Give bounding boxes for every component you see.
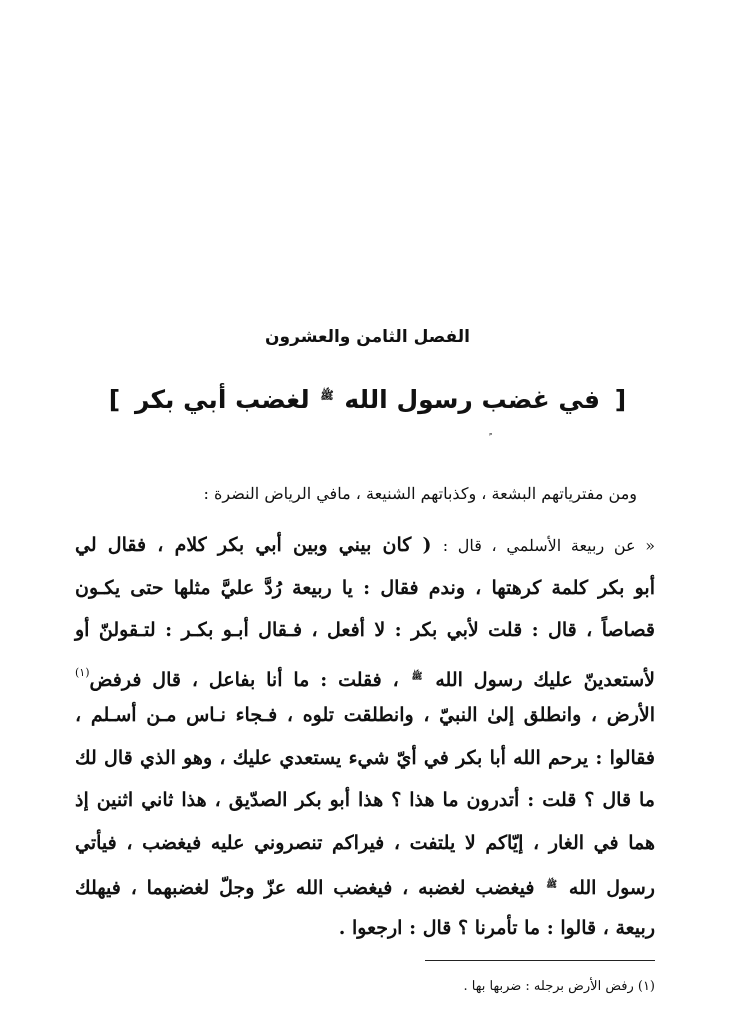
footnote-divider [425, 960, 655, 961]
quoted-narration [75, 524, 655, 949]
text-line [75, 567, 655, 610]
honorific-symbol: ﷺ [546, 880, 558, 890]
title-close-bracket: ] [108, 385, 121, 414]
footnote: (١) رفض الأرض برجله : ضربها بها . [463, 979, 655, 994]
text-line [75, 652, 655, 695]
text-line [75, 822, 655, 865]
line-text: ( كان بيني وبين أبي بكر كلام ، فقال لي [75, 534, 432, 556]
text-line [75, 524, 655, 567]
text-line [75, 694, 655, 737]
line-text: هما في الغار ، إيّاكم لا يلتفت ، فيراكم تنصروني عليه فيغضب ، فيأتي [75, 831, 655, 854]
chapter-number-heading: الفصل الثامن والعشرون [265, 327, 470, 347]
honorific-symbol: ﷺ [411, 671, 423, 682]
line-text: أبو بكر كلمة كرهتها ، وندم فقال : يا ربيعة رُدَّ عليَّ مثلها حتى يكـون [75, 576, 655, 599]
text-line [75, 779, 655, 822]
footnote-reference: (١) [75, 665, 90, 679]
honorific-symbol: ﷺ [320, 389, 334, 402]
line-text: الأرض ، وانطلق إلىٰ النبيّ ، وانطلقت تلوه ، فـجاء نـاس مـن أسـلم ، [75, 704, 655, 726]
text-line [75, 737, 655, 780]
line-text: فقالوا : يرحم الله أبا بكر في أيّ شيء يستعدي عليك ، وهو الذي قال لك [75, 746, 655, 769]
line-text: ، فقلت : ما أنا بفاعل ، قال فرفض [89, 668, 399, 691]
line-text: ربيعة ، قالوا : ما تأمرنا ؟ قال : ارجعوا . [338, 916, 655, 939]
text-line [75, 907, 655, 950]
text-line [75, 864, 655, 907]
print-mark [482, 428, 488, 434]
chapter-title [0, 374, 735, 422]
intro-paragraph: ومن مفترياتهم البشعة ، وكذباتهم الشنيعة ، مافي الرياض النضرة : [203, 484, 637, 503]
line-text: لأستعدينّ عليك رسول الله [435, 668, 655, 691]
narrator-attribution: « عن ربيعة الأسلمي ، قال : [442, 536, 655, 555]
title-text-part1: في غضب رسول الله [344, 385, 601, 414]
line-text: فيغضب لغضبه ، فيغضب الله عزّ وجلّ لغضبهما ، فيهلك [75, 877, 535, 899]
line-text: ما قال ؟ قلت : أتدرون ما هذا ؟ هذا أبو بكر الصدّيق ، هذا ثاني اثنين إذ [75, 789, 655, 811]
line-text: قصاصاً ، قال : قلت لأبي بكر : لا أفعل ، فـقال أبـو بكـر : لتـقولنّ أو [75, 619, 655, 641]
title-open-bracket: [ [614, 385, 627, 414]
title-text-part2: لغضب أبي بكر [134, 385, 310, 414]
text-line [75, 609, 655, 652]
line-text: رسول الله [568, 877, 655, 899]
